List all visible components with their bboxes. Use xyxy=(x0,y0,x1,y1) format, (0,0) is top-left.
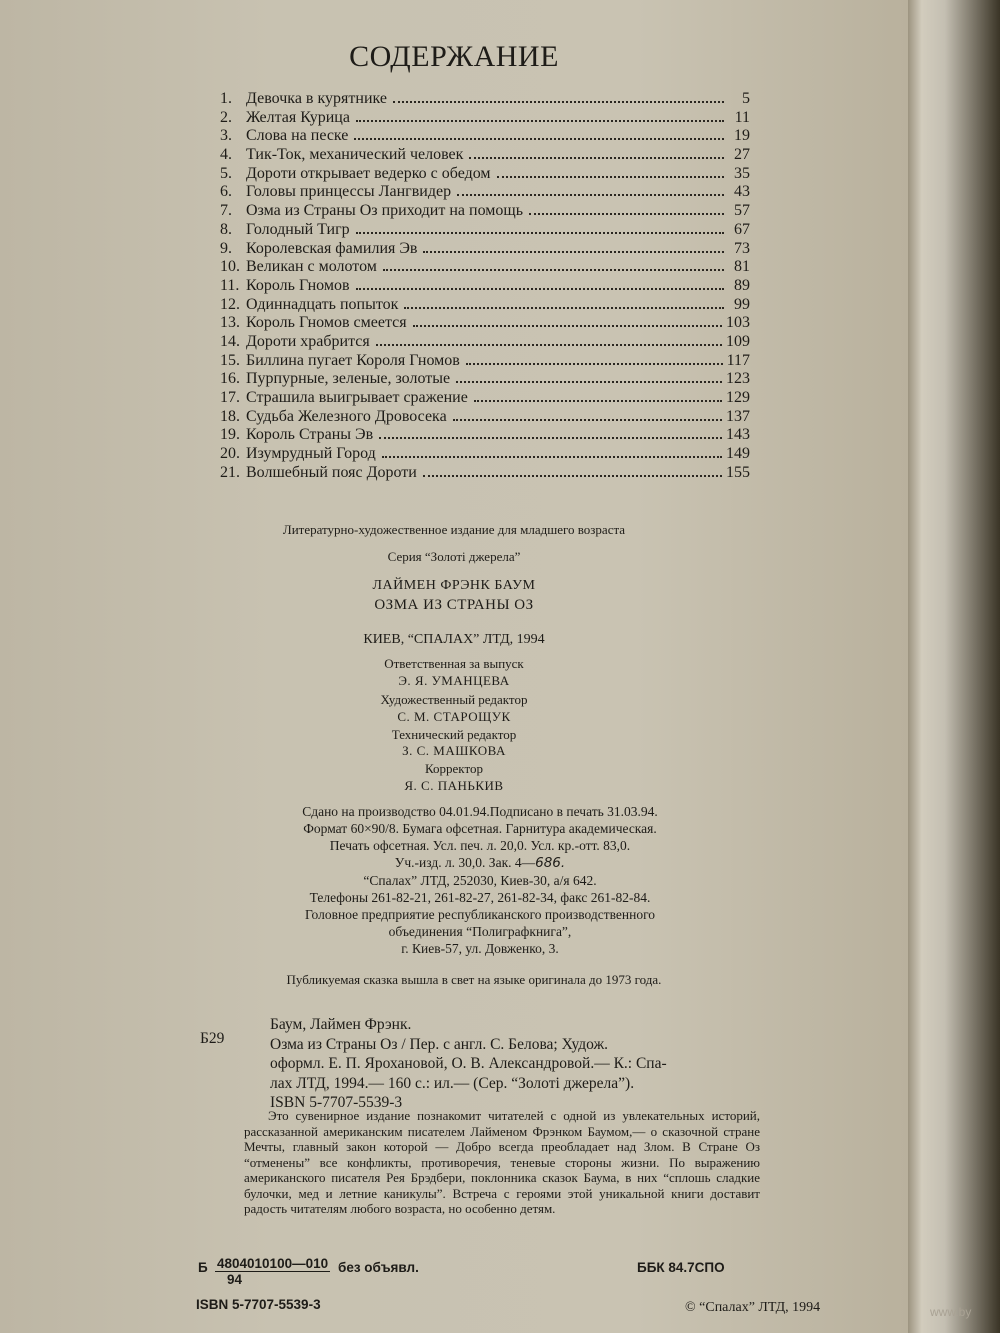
imprint-block xyxy=(270,803,690,957)
toc-item xyxy=(220,352,750,371)
toc-item-number: 20. xyxy=(220,445,240,463)
library-code: Б29 xyxy=(200,1030,225,1047)
toc-item-number: 2. xyxy=(220,108,232,126)
toc-item-number: 11. xyxy=(220,276,240,294)
toc-item-title: Девочка в курятнике xyxy=(246,90,387,107)
toc-item xyxy=(220,240,750,259)
toc-leader-dots xyxy=(383,269,724,271)
toc-item xyxy=(220,445,750,464)
toc-item-page: 5 xyxy=(742,90,750,107)
footer-b-letter: Б xyxy=(198,1260,208,1275)
series: Серия “Золоті джерела” xyxy=(387,549,521,564)
staff-role-3: Технический редактор xyxy=(391,727,517,742)
toc-item-page: 155 xyxy=(726,463,750,481)
toc-item xyxy=(220,314,750,333)
toc-item-number: 14. xyxy=(220,332,240,350)
toc-list xyxy=(220,90,750,482)
staff-name-1: Э. Я. УМАНЦЕВА xyxy=(398,673,510,688)
bib-line: Озма из Страны Оз / Пер. с англ. С. Белова; Худож. xyxy=(270,1035,609,1053)
toc-item-number: 13. xyxy=(220,314,240,332)
bib-line: лах ЛТД, 1994.— 160 с.: ил.— (Сер. “Золоті джерела”). xyxy=(270,1074,635,1092)
staff-name-2: С. М. СТАРОЩУК xyxy=(397,709,511,724)
original-language-note: Публикуемая сказка вышла в свет на языке оригинала до 1973 года. xyxy=(286,972,662,987)
toc-leader-dots xyxy=(356,120,724,122)
toc-item-title: Король Страны Эв xyxy=(246,426,374,444)
toc-item-page: 67 xyxy=(734,220,750,238)
toc-leader-dots xyxy=(497,176,724,178)
toc-item-title: Король Гномов смеется xyxy=(246,314,407,332)
toc-item-number: 6. xyxy=(220,183,232,201)
staff-name-3: З. С. МАШКОВА xyxy=(402,743,506,758)
imprint-line xyxy=(270,854,690,872)
toc-item-title: Страшила выигрывает сражение xyxy=(246,389,468,406)
toc-item xyxy=(220,183,750,202)
toc-item xyxy=(220,277,750,296)
toc-item xyxy=(220,109,750,128)
toc-leader-dots xyxy=(423,475,722,477)
toc-leader-dots xyxy=(456,381,722,383)
fraction-bottom: 94 xyxy=(227,1272,243,1287)
imprint-line: Сдано на производство 04.01.94.Подписано в печать 31.03.94. xyxy=(302,804,658,819)
toc-item-number: 4. xyxy=(220,146,232,164)
toc-leader-dots xyxy=(413,325,722,327)
imprint-line: г. Киев-57, ул. Довженко, 3. xyxy=(401,941,559,956)
toc-leader-dots xyxy=(457,194,724,196)
toc-item-page: 117 xyxy=(726,351,750,369)
toc-item-page: 103 xyxy=(726,314,750,332)
toc-item-page: 57 xyxy=(734,202,750,220)
toc-item-page: 19 xyxy=(734,127,750,145)
catalog-fraction xyxy=(215,1256,330,1287)
toc-leader-dots xyxy=(466,363,723,365)
toc-item-title: Тик-Ток, механический человек xyxy=(246,146,464,164)
toc-item-number: 12. xyxy=(220,295,240,313)
toc-item-page: 89 xyxy=(734,276,750,294)
toc-leader-dots xyxy=(376,344,722,346)
handwritten-order-number: 686. xyxy=(535,855,566,871)
toc-item-title: Дороти открывает ведерко с обедом xyxy=(246,164,491,182)
toc-item-title: Великан с молотом xyxy=(246,258,377,276)
toc-leader-dots xyxy=(453,419,722,421)
toc-item xyxy=(220,258,750,277)
toc-leader-dots xyxy=(474,400,722,402)
toc-item-title: Пурпурные, зеленые, золотые xyxy=(246,370,451,388)
toc-item xyxy=(220,202,750,221)
toc-leader-dots xyxy=(356,232,724,234)
toc-item-title: Голодный Тигр xyxy=(246,220,350,238)
toc-item-page: 123 xyxy=(726,370,750,388)
toc-item-number: 15. xyxy=(220,351,240,369)
toc-item-page: 109 xyxy=(726,332,750,350)
toc-item-number: 16. xyxy=(220,370,240,388)
toc-item-number: 5. xyxy=(220,164,232,182)
bbk-code: ББК 84.7СПО xyxy=(637,1260,725,1275)
toc-item-title: Дороти храбрится xyxy=(246,332,370,350)
toc-item-page: 43 xyxy=(734,183,750,201)
imprint-line: Головное предприятие республиканского производственного xyxy=(304,907,656,922)
toc-leader-dots xyxy=(379,437,722,439)
toc-item-title: Королевская фамилия Эв xyxy=(246,239,418,257)
imprint-line: Печать офсетная. Усл. печ. л. 20,0. Усл. кр.-отт. 83,0. xyxy=(329,838,631,853)
toc-leader-dots xyxy=(382,456,722,458)
toc-item-page: 35 xyxy=(734,164,750,182)
toc-item-number: 3. xyxy=(220,127,232,145)
toc-item xyxy=(220,296,750,315)
toc-title: СОДЕРЖАНИЕ xyxy=(349,40,559,73)
staff-role-2: Художественный редактор xyxy=(380,692,528,707)
toc-leader-dots xyxy=(393,101,724,103)
toc-item xyxy=(220,165,750,184)
toc-item-page: 149 xyxy=(726,445,750,463)
toc-item xyxy=(220,389,750,408)
toc-item xyxy=(220,333,750,352)
toc-item xyxy=(220,127,750,146)
toc-item xyxy=(220,221,750,240)
city-publisher-year: КИЕВ, “СПАЛАХ” ЛТД, 1994 xyxy=(363,632,545,647)
toc-item-title: Судьба Железного Дровосека xyxy=(246,407,447,425)
imprint-line: объединения “Полиграфкнига”, xyxy=(388,924,572,939)
toc-item-page: 27 xyxy=(734,146,750,164)
staff-role-4: Корректор xyxy=(425,761,483,776)
staff-role-1: Ответственная за выпуск xyxy=(384,656,524,671)
toc-leader-dots xyxy=(354,138,724,140)
toc-item-number: 18. xyxy=(220,407,240,425)
toc-item-title: Король Гномов xyxy=(246,276,350,294)
toc-item-number: 10. xyxy=(220,258,240,276)
toc-item-title: Биллина пугает Короля Гномов xyxy=(246,351,460,369)
toc-item-title: Головы принцессы Лангвидер xyxy=(246,183,452,201)
edition-type: Литературно-художественное издание для младшего возраста xyxy=(282,522,626,537)
page-edge xyxy=(908,0,1000,1333)
toc-item-number: 9. xyxy=(220,239,232,257)
toc-item-page: 11 xyxy=(734,108,750,126)
toc-item-title: Слова на песке xyxy=(246,127,349,145)
toc-item-number: 21. xyxy=(220,463,240,481)
imprint-line: “Спалах” ЛТД, 252030, Киев-30, а/я 642. xyxy=(363,873,597,888)
toc-item-number: 19. xyxy=(220,426,240,444)
bib-line: оформл. Е. П. Ярохановой, О. В. Александровой.— К.: Спа- xyxy=(270,1055,667,1072)
author: ЛАЙМЕН ФРЭНК БАУМ xyxy=(372,578,536,593)
copyright: © “Спалах” ЛТД, 1994 xyxy=(685,1300,821,1315)
footer-isbn: ISBN 5-7707-5539-3 xyxy=(196,1297,321,1312)
toc-item xyxy=(220,426,750,445)
toc-leader-dots xyxy=(469,157,724,159)
imprint-line: Формат 60×90/8. Бумага офсетная. Гарнитура академическая. xyxy=(303,821,657,836)
toc-item-page: 129 xyxy=(726,389,750,406)
toc-item-number: 8. xyxy=(220,220,232,238)
toc-leader-dots xyxy=(423,251,724,253)
toc-item-page: 73 xyxy=(734,239,750,257)
toc-leader-dots xyxy=(356,288,724,290)
toc-item-title: Изумрудный Город xyxy=(246,445,376,463)
toc-item-title: Волшебный пояс Дороти xyxy=(246,463,417,481)
toc-item-number: 17. xyxy=(220,389,240,406)
toc-leader-dots xyxy=(529,213,724,215)
book-title: ОЗМА ИЗ СТРАНЫ ОЗ xyxy=(374,597,534,613)
toc-item-title: Желтая Курица xyxy=(246,108,350,126)
toc-item-page: 143 xyxy=(726,426,750,444)
toc-item xyxy=(220,464,750,483)
toc-item-page: 137 xyxy=(726,407,750,425)
fraction-top: 4804010100—010 xyxy=(217,1256,329,1271)
toc-item xyxy=(220,370,750,389)
bib-line: Баум, Лаймен Фрэнк. xyxy=(270,1016,412,1033)
watermark: www.by xyxy=(930,1305,972,1319)
toc-item xyxy=(220,146,750,165)
toc-item xyxy=(220,408,750,427)
toc-item-number: 1. xyxy=(220,90,232,107)
toc-item-page: 81 xyxy=(734,258,750,276)
bibliographic-record xyxy=(270,1015,760,1113)
toc-item-number: 7. xyxy=(220,202,232,220)
toc-item-title: Озма из Страны Оз приходит на помощь xyxy=(246,202,523,220)
bib-isbn: ISBN 5-7707-5539-3 xyxy=(270,1094,403,1111)
staff-name-4: Я. С. ПАНЬКИВ xyxy=(404,778,504,793)
imprint-order: Уч.-изд. л. 30,0. Зак. 4— xyxy=(394,855,536,870)
toc-item xyxy=(220,90,750,109)
toc-item-page: 99 xyxy=(734,295,750,313)
no-ads-label: без объявл. xyxy=(338,1260,419,1275)
annotation: Это сувенирное издание познакомит читателей с одной из увлекательных историй, рассказанной американским писателем Лайменом Фрэнком Баумом,— о сказочной стране Мечты, главный закон которой — Добро всегда преобладает над Злом. В Стране Оз “отменены” все конфликты, противоречия, теневые стороны жизни. По выражению американского писателя Рея Брэдбери, поклонника сказок Баума, в них “сплошь сладкие булочки, мед и летние каникулы”. Встреча с героями этой уникальной книги доставит радость читателям любого возраста, но особенно детям. xyxy=(244,1108,760,1216)
imprint-line: Телефоны 261-82-21, 261-82-27, 261-82-34, факс 261-82-84. xyxy=(309,890,651,905)
toc-item-title: Одиннадцать попыток xyxy=(246,295,399,313)
toc-leader-dots xyxy=(404,307,724,309)
